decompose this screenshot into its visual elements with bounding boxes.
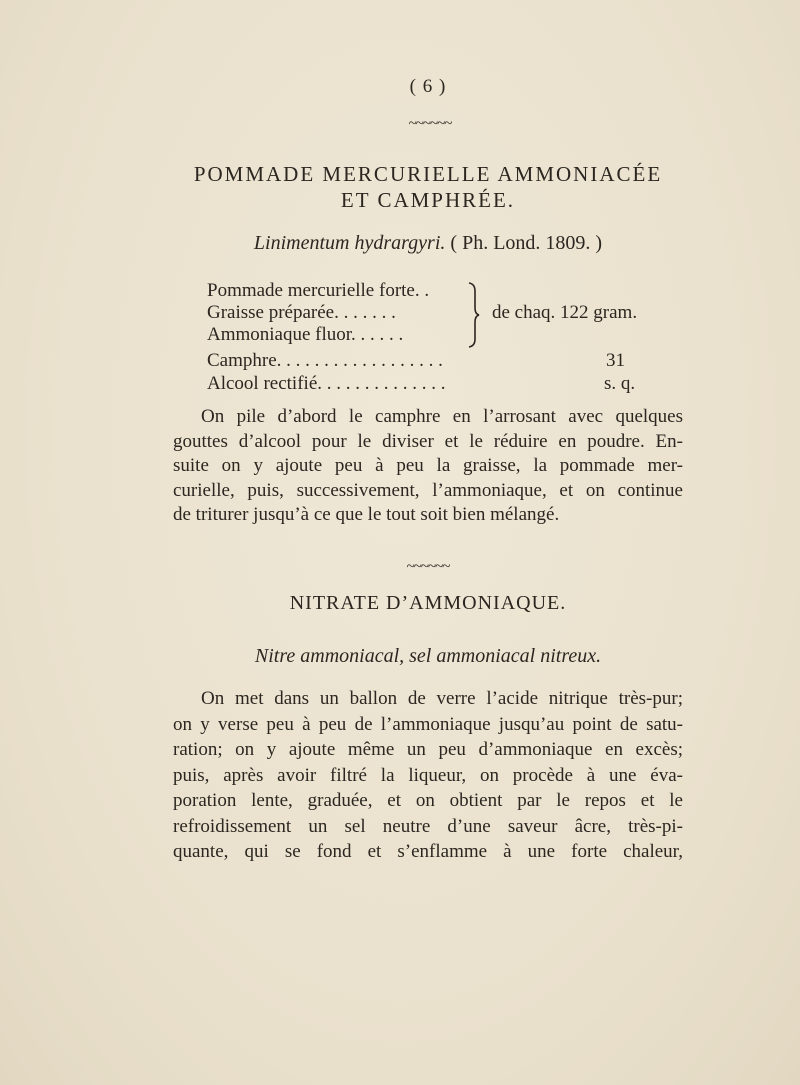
grouped-quantity: de chaq. 122 gram. xyxy=(492,302,638,323)
section-title-line2: ET CAMPHRÉE. xyxy=(340,188,516,212)
ornament-divider: ~~~~~~ xyxy=(406,559,450,575)
paragraph-line: suite on y ajoute peu à peu la graisse, la pommade mer- xyxy=(173,455,683,476)
paragraph-line: puis, après avoir filtré la liqueur, on procède à une éva- xyxy=(173,764,683,786)
brace-icon xyxy=(466,282,480,348)
paragraph-line: de triturer jusqu’à ce que le tout soit bien mélangé. xyxy=(173,504,560,525)
latin-name: Linimentum hydrargyri. xyxy=(253,232,446,254)
ingredient-name: Alcool rectifié. . . . . . . . . . . . . . xyxy=(207,373,446,394)
ornament-divider: ~~~~~~ xyxy=(408,116,452,132)
section-subtitle xyxy=(0,232,800,255)
paragraph-line: refroidissement un sel neutre d’une saveur âcre, très-pi- xyxy=(173,815,683,837)
ingredient-name: Camphre. . . . . . . . . . . . . . . . . . xyxy=(207,350,443,371)
paragraph-line: ration; on y ajoute même un peu d’ammoniaque en excès; xyxy=(173,739,683,760)
ingredient-name: Ammoniaque fluor. . . . . . xyxy=(207,324,404,345)
paragraph-line: On pile d’abord le camphre en l’arrosant avec quelques xyxy=(201,406,683,427)
ingredient-quantity: s. q. xyxy=(604,373,636,394)
paragraph-line: poration lente, graduée, et on obtient par le repos et le xyxy=(173,790,683,811)
pharmacopoeia-reference: ( Ph. Lond. 1809. ) xyxy=(450,232,603,254)
section-subtitle: Nitre ammoniacal, sel ammoniacal nitreux. xyxy=(254,645,602,667)
page-number: ( 6 ) xyxy=(409,76,447,97)
ingredient-quantity: 31 xyxy=(606,350,625,371)
section-title: NITRATE D’AMMONIAQUE. xyxy=(289,592,567,614)
ingredient-name: Pommade mercurielle forte. . xyxy=(207,280,430,301)
paragraph-line: On met dans un ballon de verre l’acide nitrique très-pur; xyxy=(201,688,683,709)
paragraph-line: gouttes d’alcool pour le diviser et le réduire en poudre. En- xyxy=(173,430,683,452)
preparation-paragraph xyxy=(173,686,683,865)
ingredient-name: Graisse préparée. . . . . . . xyxy=(207,302,396,323)
paragraph-line: curielle, puis, successivement, l’ammoniaque, et on continue xyxy=(173,479,683,501)
preparation-paragraph xyxy=(173,405,683,528)
paragraph-line: on y verse peu à peu de l’ammoniaque jusqu’au point de satu- xyxy=(173,713,683,735)
paragraph-line: quante, qui se fond et s’enflamme à une forte chaleur, xyxy=(173,841,683,862)
section-title-line1: POMMADE MERCURIELLE AMMONIACÉE xyxy=(193,162,663,186)
